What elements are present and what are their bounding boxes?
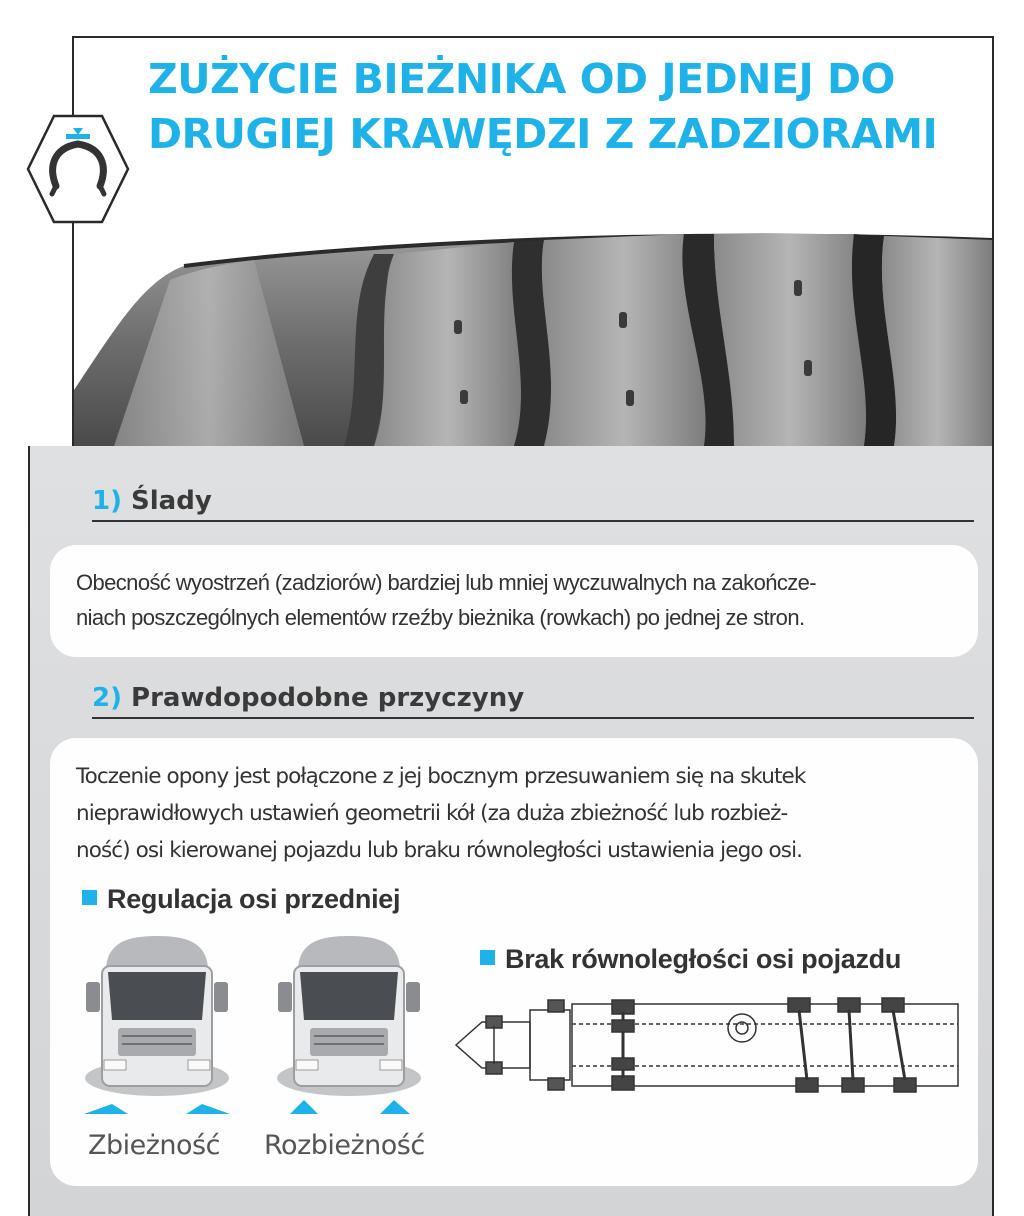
- title-line-2: DRUGIEJ KRAWĘDZI Z ZADZIORAMI: [148, 110, 938, 158]
- section-heading-causes: [92, 683, 974, 719]
- section-heading-traces: [92, 486, 974, 522]
- toe-out-caption: Rozbieżność: [264, 1130, 425, 1161]
- causes-text-line-1: Toczenie opony jest połączone z jej bocznym przesuwaniem się na skutek: [76, 764, 806, 789]
- traces-text-line-1: Obecność wyostrzeń (zadziorów) bardziej lub mniej wyczuwalnych na zakończe-: [76, 570, 816, 595]
- traces-description-card: [50, 545, 978, 657]
- section-number: 1): [92, 486, 122, 516]
- page-title: [148, 52, 988, 162]
- toe-in-caption: Zbieżność: [88, 1130, 220, 1161]
- truck-toe-out-illustration: [270, 928, 428, 1114]
- tread-wear-photo: [74, 220, 992, 446]
- section-number: 2): [92, 683, 122, 713]
- tire-cross-section-icon: [26, 114, 130, 224]
- causes-text: [76, 758, 952, 869]
- front-axle-heading: [82, 884, 400, 915]
- axle-parallelism-heading-text: Brak równoległości osi pojazdu: [505, 944, 902, 974]
- axle-parallelism-heading: [480, 944, 901, 975]
- front-axle-heading-text: Regulacja osi przedniej: [107, 884, 401, 914]
- section-title: Ślady: [131, 486, 212, 516]
- causes-text-line-2: nieprawidłowych ustawień geometrii kół (za duża zbieżność lub rozbież-: [76, 801, 788, 826]
- truck-toe-in-illustration: [78, 928, 236, 1114]
- square-bullet-icon: [480, 950, 495, 965]
- title-line-1: ZUŻYCIE BIEŻNIKA OD JEDNEJ DO: [148, 55, 895, 103]
- causes-text-line-3: ność) osi kierowanej pojazdu lub braku równoległości ustawienia jego osi.: [76, 838, 803, 863]
- chassis-axle-diagram: [452, 990, 964, 1100]
- square-bullet-icon: [82, 890, 97, 905]
- traces-text-line-2: niach poszczególnych elementów rzeźby bieżnika (rowkach) po jednej ze stron.: [76, 605, 805, 630]
- section-title: Prawdopodobne przyczyny: [131, 683, 525, 713]
